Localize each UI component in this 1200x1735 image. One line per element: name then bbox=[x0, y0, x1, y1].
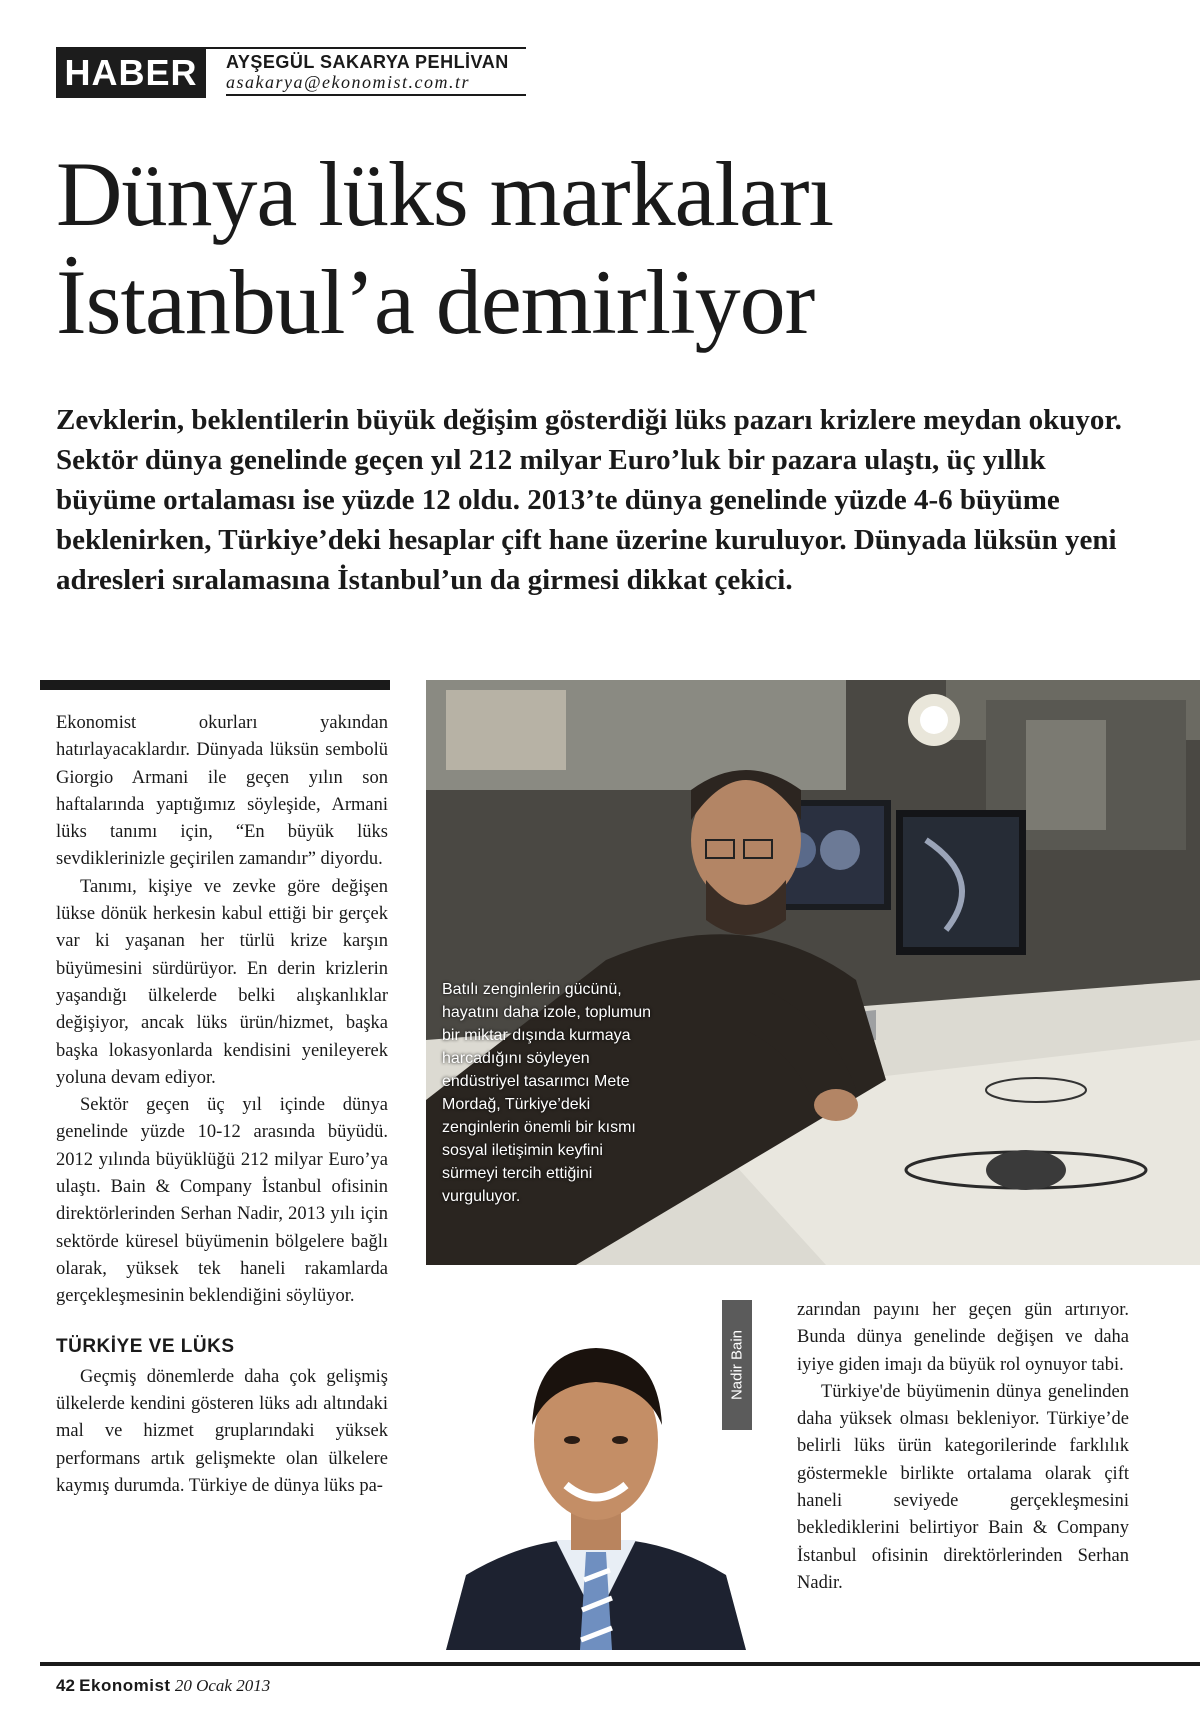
article-column-left bbox=[56, 710, 388, 1500]
headline bbox=[56, 140, 1136, 356]
issue-date: 20 Ocak 2013 bbox=[174, 1676, 271, 1695]
portrait-illustration bbox=[426, 1290, 756, 1650]
photo-caption: Batılı zenginlerin gücünü, hayatını daha izole, toplumun bir miktar dışında kurmaya harcadığını söyleyen endüstriyel tasarımcı Mete Mordağ, Türkiye’deki zenginlerin önemli bir kısmı sosyal iletişimin keyfini sürmeyi tercih ettiğini vurguluyor. bbox=[442, 981, 652, 1205]
body-paragraph-2: Tanımı, kişiye ve zevke göre değişen lükse dönük herkesin kabul ettiği bir gerçek var ki yaşanan her türlü krize karşın büyümesini sürdürüyor. En derin krizlerin yaşandığı ülkelerde belki alışkanlıklar değişiyor, ancak lüks ürün/hizmet, başka başka lokasyonlarda kendisini yenileyerek yoluna devam ediyor. bbox=[56, 876, 388, 1088]
body-paragraph-1: Ekonomist okurları yakından hatırlayacaklardır. Dünyada lüksün sembolü Giorgio Armani ile geçen yılın son haftalarında yaptığımız söyleşide, Armani lüks tanımı için, “En büyük lüks sevdiklerinizle geçirilen zamandır” diyordu. bbox=[56, 713, 388, 870]
article-column-right bbox=[797, 1297, 1129, 1597]
body-paragraph-4-continued: zarından payını her geçen gün artırıyor. Bunda dünya genelinde değişen ve daha iyiye giden imajı da büyük rol oynuyor tabi. bbox=[797, 1300, 1129, 1375]
author-email[interactable]: asakarya@ekonomist.com.tr bbox=[226, 72, 471, 92]
headline-line-2: İstanbul’a demirliyor bbox=[56, 251, 815, 353]
magazine-name: Ekonomist bbox=[79, 1676, 171, 1695]
photo-credit-label: Nadir Bain bbox=[728, 1329, 746, 1401]
body-paragraph-4: Geçmiş dönemlerde daha çok gelişmiş ülkelerde kendini gösteren lüks adı altındaki mal ve hizmet gruplarındaki yüksek performans artık gelişmekte olan ülkelere kaymış durumda. Türkiye de dünya lüks pa- bbox=[56, 1366, 388, 1497]
lead-paragraph: Zevklerin, beklentilerin büyük değişim gösterdiği lüks pazarı krizlere meydan okuyor. Sektör dünya genelinde geçen yıl 212 milyar Euro’luk bir pazara ulaştı, üç yıllık büyüme ortalaması ise yüzde 12 oldu. 2013’te dünya genelinde yüzde 4-6 büyüme beklenirken, Türkiye’deki hesaplar çift hane üzerine kuruluyor. Dünyada lüksün yeni adresleri sıralamasına İstanbul’un da girmesi dikkat çekici. bbox=[56, 404, 1122, 596]
column-rule bbox=[40, 680, 390, 690]
body-paragraph-5: Türkiye'de büyümenin dünya genelinden daha yüksek olması bekleniyor. Türkiye’de belirli lüks ürün kategorilerinde farklılık göstermekle birlikte ortalama olarak çift haneli seviyede gerçekleşmesini beklediklerini belirtiyor Bain & Company İstanbul ofisinin direktörlerinden Serhan Nadir. bbox=[797, 1381, 1129, 1593]
byline bbox=[226, 52, 526, 96]
body-paragraph-3: Sektör geçen üç yıl içinde dünya genelinde yüzde 10-12 arasında büyüdü. 2012 yılında büyüklüğü 212 milyar Euro’ya ulaştı. Bain & Company İstanbul ofisinin direktörlerinden Serhan Nadir, 2013 yılı için sektörde küresel büyümenin bölgelere bağlı olarak, yüksek tek haneli rakamlarda gerçekleşmesinin beklendiğini söylüyor. bbox=[56, 1095, 388, 1307]
photo-credit bbox=[722, 1300, 752, 1430]
headline-line-1: Dünya lüks markaları bbox=[56, 143, 834, 245]
footer-rule bbox=[40, 1662, 1200, 1666]
photo-portrait bbox=[426, 1290, 756, 1650]
section-tag: HABER bbox=[56, 48, 206, 98]
subheading: TÜRKİYE VE LÜKS bbox=[56, 1335, 235, 1357]
page-footer bbox=[56, 1676, 270, 1696]
page-number: 42 bbox=[56, 1676, 75, 1695]
author-name: AYŞEGÜL SAKARYA PEHLİVAN bbox=[226, 52, 509, 72]
